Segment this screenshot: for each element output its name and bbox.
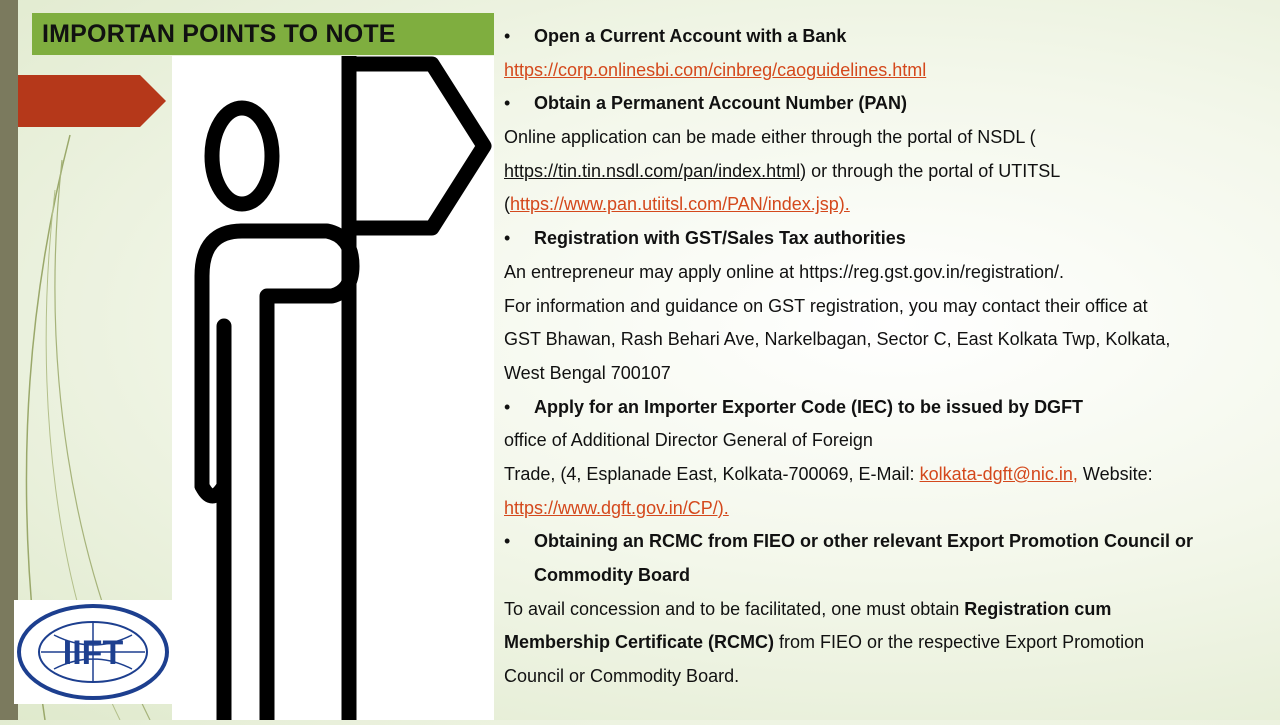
rcmc-line-3: Council or Commodity Board.: [504, 666, 740, 687]
rcmc-line-2: [504, 626, 1274, 660]
gst-line-1: An entrepreneur may apply online at https://reg.gst.gov.in/registration/.: [504, 261, 1064, 282]
pan-line-2-rest: ) or through the portal of UTITSL: [800, 160, 1061, 181]
illustration: [172, 56, 494, 720]
utitsl-link[interactable]: https://www.pan.utiitsl.com/PAN/index.jsp).: [510, 194, 850, 215]
iec-line-1: office of Additional Director General of Foreign: [504, 430, 873, 451]
rcmc-line-1: [504, 593, 1274, 627]
title-banner: [32, 13, 494, 55]
content-panel: [504, 20, 1274, 694]
bullet-pan-heading: • Obtain a Permanent Account Number (PAN): [504, 87, 1274, 121]
rcmc-line-1-bold: Registration cum: [964, 598, 1112, 619]
gst-line-3: GST Bhawan, Rash Behari Ave, Narkelbagan, Sector C, East Kolkata Twp, Kolkata,: [504, 329, 1171, 350]
bullet-gst-heading: • Registration with GST/Sales Tax authorities: [504, 222, 1274, 256]
paren-open: (: [504, 194, 510, 215]
bullet-rcmc-heading: • Obtaining an RCMC from FIEO or other relevant Export Promotion Council or: [504, 525, 1274, 559]
gst-line-2: For information and guidance on GST registration, you may contact their office at: [504, 295, 1148, 316]
iec-line-2-post: Website:: [1077, 463, 1153, 484]
bullet-bank-heading: • Open a Current Account with a Bank: [504, 20, 1274, 54]
pan-line-1: Online application can be made either through the portal of NSDL (: [504, 127, 1036, 148]
bullet-iec-heading: • Apply for an Importer Exporter Code (IEC) to be issued by DGFT: [504, 391, 1274, 425]
gst-line-4: West Bengal 700107: [504, 362, 671, 383]
nsdl-link[interactable]: https://tin.tin.nsdl.com/pan/index.html: [504, 160, 801, 181]
dgft-email-link[interactable]: kolkata-dgft@nic.in,: [919, 463, 1078, 484]
logo-center-text: IIFT: [62, 634, 124, 672]
rcmc-line-2-bold: Membership Certificate (RCMC): [504, 632, 775, 653]
iec-line-2-pre: Trade, (4, Esplanade East, Kolkata-700069, E-Mail:: [504, 463, 920, 484]
pan-line-3: [504, 188, 1274, 222]
bank-link[interactable]: https://corp.onlinesbi.com/cinbreg/caoguidelines.html: [504, 59, 927, 80]
arrow-tab-icon: [18, 75, 166, 127]
person-holding-signpost-icon: [172, 56, 494, 720]
iec-line-2: [504, 458, 1274, 492]
rcmc-line-1-pre: To avail concession and to be facilitated, one must obtain: [504, 598, 965, 619]
dgft-website-link[interactable]: https://www.dgft.gov.in/CP/).: [504, 497, 729, 518]
slide-title: IMPORTAN POINTS TO NOTE: [42, 19, 396, 48]
pan-line-2: [504, 155, 1274, 189]
bullet-rcmc-heading-cont: Commodity Board: [534, 565, 691, 585]
iift-logo: [14, 600, 172, 704]
iift-logo-icon: [14, 600, 172, 704]
rcmc-line-2-post: from FIEO or the respective Export Promotion: [774, 632, 1145, 653]
